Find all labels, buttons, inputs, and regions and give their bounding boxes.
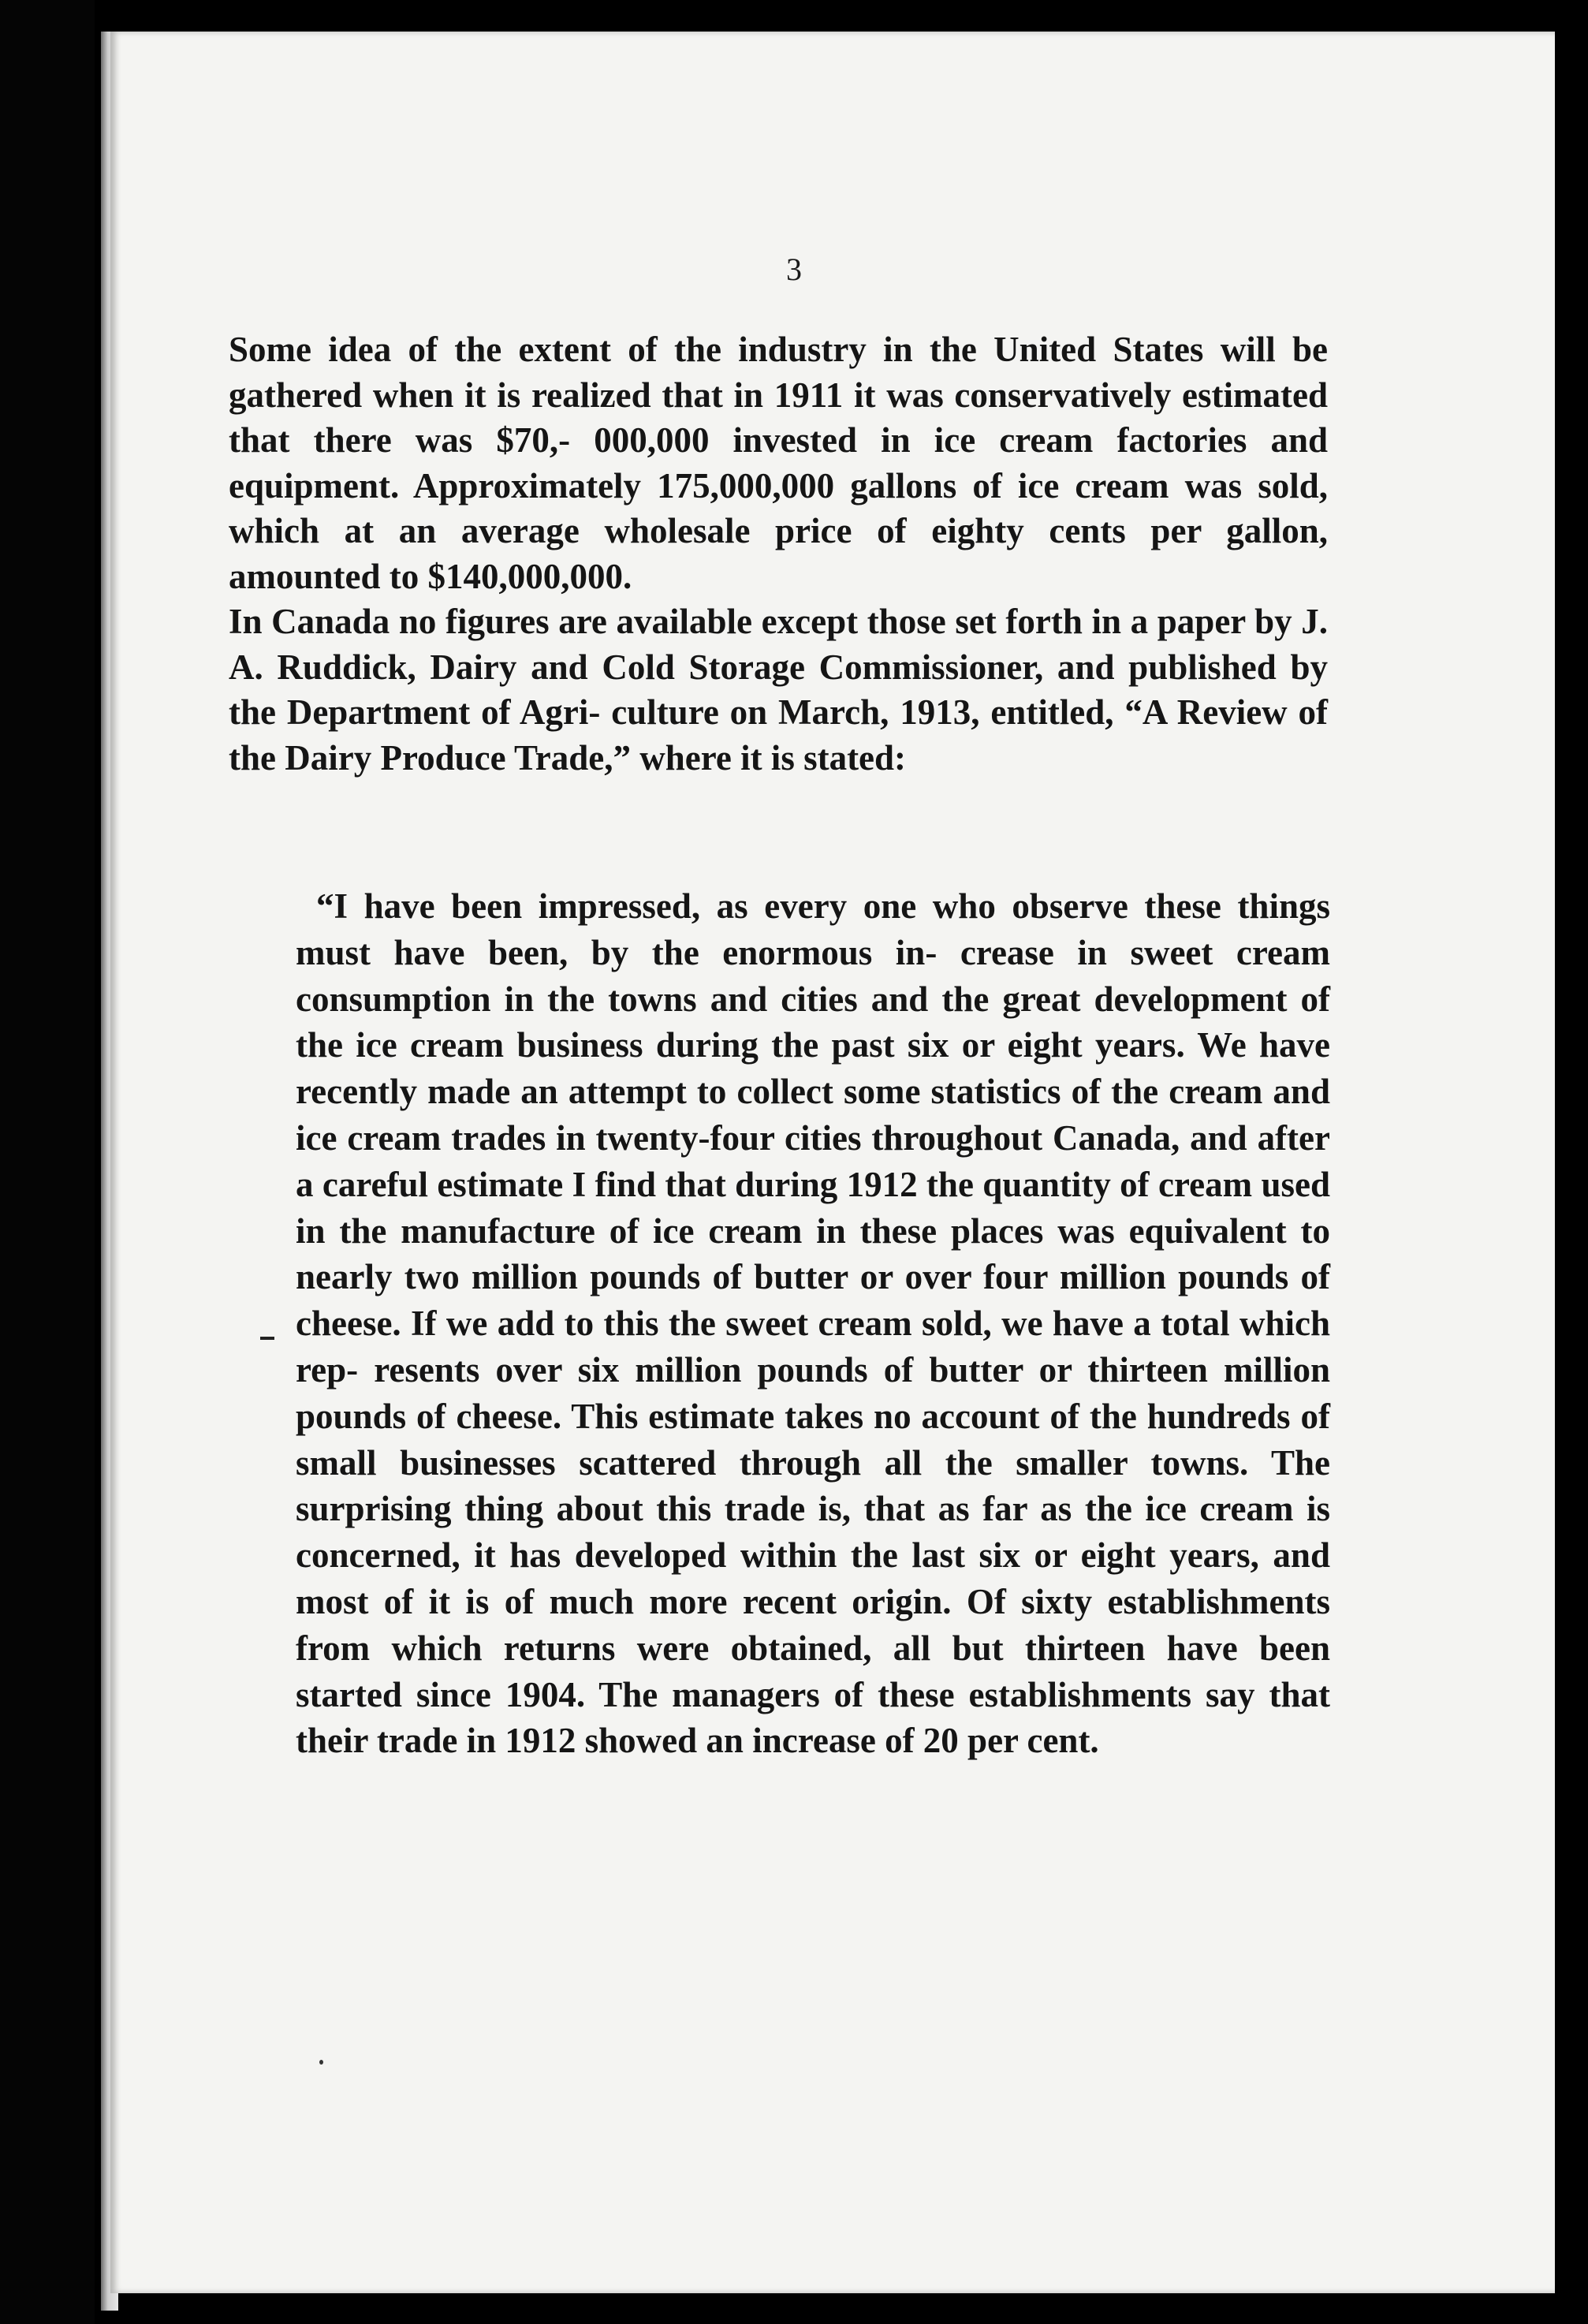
quote-text: “I have been impressed, as every one who observe these things must have been, by the enormous in- crease in sweet cream consumption in the towns and cities and the great development of the ice cream business during the past six or eight years. We have recently made an attempt to collect some statistics of the cream and ice cream trades in twenty-four cities throughout Canada, and after a careful estimate I find that during 1912 the quantity of cream used in the manufacture of ice cream in these places was equivalent to nearly two million pounds of butter or over four million pounds of cheese. If we add to this the sweet cream sold, we have a total which rep- resents over six million pounds of butter or thirteen million pounds of cheese. This estimate takes no account of the hundreds of small businesses scattered through all the smaller towns. The surprising thing about this trade is, that as far as the ice cream is concerned, it has developed within the last six or eight years, and most of it is of much more recent origin. Of sixty establishments from which returns were obtained, all but thirteen have been started since 1904. The managers of these establishments say that their trade in 1912 showed an increase of 20 per cent. xyxy=(296,886,1330,1761)
paragraph-canada: In Canada no figures are available except those set forth in a paper by J. A. Ruddick, Dairy and Cold Storage Commissioner, and published by the Department of Agri- culture on March, 1913, entitled, “A Review of the Dairy Produce Trade,” where it is stated: xyxy=(229,602,1328,778)
body-text xyxy=(229,327,1328,781)
margin-mark xyxy=(260,1337,274,1340)
page-number: 3 xyxy=(786,252,802,287)
scan-background xyxy=(0,0,95,2324)
paragraph-us-industry: Some idea of the extent of the industry in the United States will be gathered when it is realized that in 1911 it was conservatively estimated that there was $70,- 000,000 invested in ice cream factories and equipment. Approximately 175,000,000 gallons of ice cream was sold, which at an average wholesale price of eighty cents per gallon, amounted to $140,000,000. xyxy=(229,330,1328,596)
block-quote xyxy=(296,883,1330,1764)
ink-speck xyxy=(319,2060,323,2065)
